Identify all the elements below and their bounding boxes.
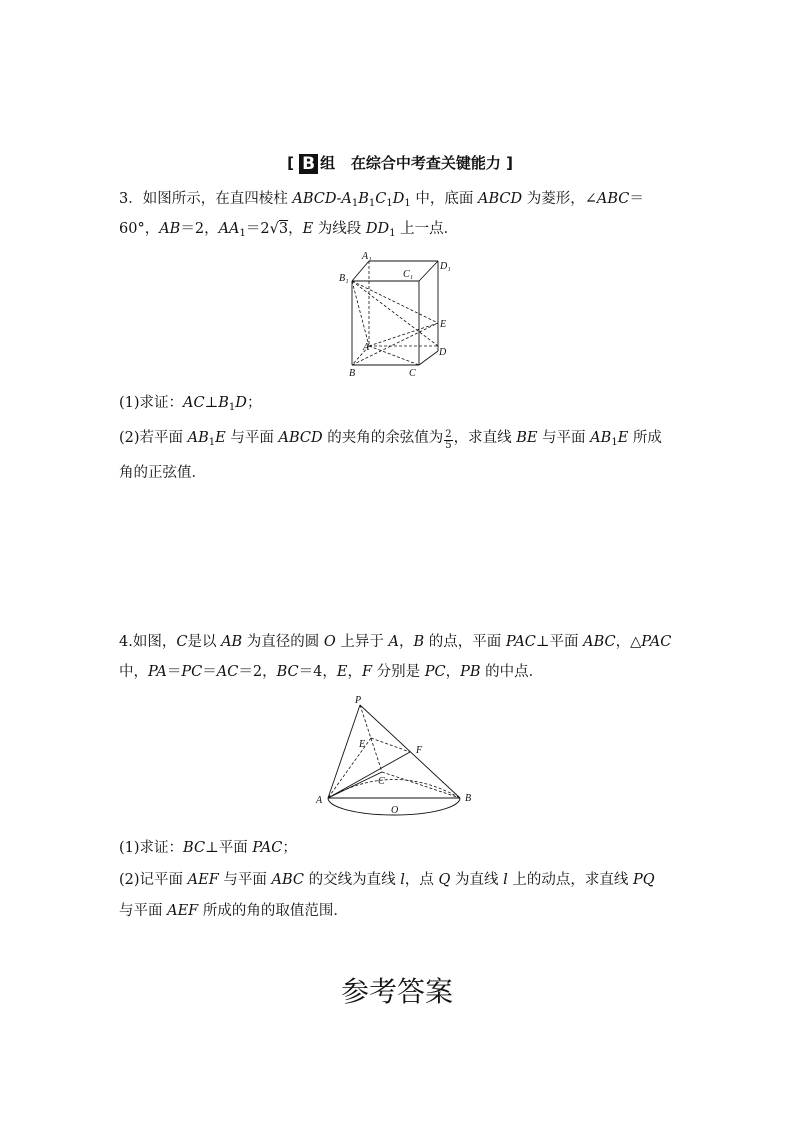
bracket-close: ] <box>506 154 513 172</box>
text-run: 与平面 <box>218 872 272 888</box>
bracket-open: [ <box>287 154 294 172</box>
math-symbol: PB <box>460 664 481 680</box>
subscript-run: 1 <box>228 402 236 413</box>
text-run: ＝4， <box>298 664 337 680</box>
math-symbol: ABCD <box>278 430 323 446</box>
text-run: 3 <box>278 221 289 237</box>
fraction-numerator: 2 <box>445 429 452 440</box>
math-symbol: BE <box>516 430 538 446</box>
q4-label-F: F <box>416 745 423 756</box>
text-run: (1)求证： <box>119 840 184 856</box>
q3-stem-line1-runs <box>143 191 644 207</box>
section-title-text: 在综合中考查关键能力 <box>350 154 501 172</box>
text-run: ，△ <box>615 634 642 650</box>
text-run: 如图所示，在直四棱柱 <box>142 191 293 207</box>
text-run: ； <box>282 840 297 856</box>
math-symbol: E <box>617 430 629 446</box>
math-symbol: D <box>392 191 405 207</box>
text-run: 为菱形，∠ <box>522 191 597 207</box>
math-symbol: AC <box>183 395 205 411</box>
text-run: (1)求证： <box>119 395 184 411</box>
text-run: 与平面 <box>225 430 279 446</box>
math-symbol: AEF <box>167 903 199 919</box>
text-run: ＝ <box>629 191 644 207</box>
q4-label-C: C <box>378 776 385 787</box>
answers-heading: 参考答案 <box>340 975 453 1008</box>
text-run: 所成 <box>628 430 662 446</box>
q4-part1 <box>119 838 679 858</box>
q3-part2-line1 <box>119 428 679 451</box>
q3-part2-line2 <box>119 463 679 483</box>
text-run: - <box>336 191 342 207</box>
q3-label-A: A <box>363 342 370 353</box>
math-symbol: AB <box>221 634 243 650</box>
text-run: 为直线 <box>450 872 504 888</box>
q3-prism-figure <box>335 253 455 378</box>
q4-label-E: E <box>359 739 366 750</box>
math-symbol: PAC <box>505 634 536 650</box>
q3-number: 3． <box>119 191 143 207</box>
subscript-run: 1 <box>368 198 376 209</box>
math-symbol: C <box>375 191 387 207</box>
fraction-denominator: 5 <box>445 440 452 451</box>
fraction <box>444 430 452 451</box>
text-run: ， <box>445 664 461 680</box>
q3-label-C: C <box>409 368 416 379</box>
text-run: 的夹角的余弦值为 <box>322 430 444 446</box>
math-symbol: PC <box>181 664 203 680</box>
math-symbol: PAC <box>252 840 283 856</box>
text-run: ； <box>246 395 262 411</box>
math-symbol: ABCD <box>292 191 337 207</box>
math-symbol: AB <box>187 430 209 446</box>
math-symbol: E <box>336 664 348 680</box>
q4-label-A: A <box>316 795 323 806</box>
text-run: ＝2， <box>238 664 277 680</box>
text-run: 的中点． <box>480 664 544 680</box>
subscript-run: 1 <box>351 198 359 209</box>
text-run: 上异于 <box>335 634 389 650</box>
q3-label-E: E <box>440 319 447 330</box>
q3-label-D: D <box>439 347 447 358</box>
q3-label-B: B <box>349 368 356 379</box>
text-run: ， <box>399 634 414 650</box>
text-run: ， <box>288 221 303 237</box>
text-run: 60°， <box>119 221 160 237</box>
group-letter-badge: B <box>299 154 318 174</box>
math-symbol: AA <box>218 221 240 237</box>
math-symbol: E <box>302 221 314 237</box>
math-symbol: l <box>503 872 508 888</box>
text-run: ＝2√ <box>245 221 279 237</box>
math-symbol: C <box>176 634 188 650</box>
text-run: ，求直线 <box>453 430 517 446</box>
math-symbol: PQ <box>632 872 655 888</box>
text-run: 上一点． <box>395 221 459 237</box>
text-run: ， <box>347 664 362 680</box>
subscript-run: 1 <box>386 198 393 209</box>
q4-cone-figure <box>312 695 482 820</box>
text-run: 上的动点，求直线 <box>507 872 633 888</box>
text-run: 为线段 <box>313 221 366 237</box>
q4-part2-line1 <box>119 870 679 890</box>
math-symbol: D <box>235 395 247 411</box>
text-run: 中，底面 <box>410 191 478 207</box>
text-run: 的点，平面 <box>424 634 506 650</box>
math-symbol: BC <box>183 840 206 856</box>
text-run: 为直径的圆 <box>242 634 324 650</box>
text-run: 中， <box>119 664 148 680</box>
text-run: ⊥ <box>204 395 219 411</box>
text-run: 4.如图， <box>119 634 177 650</box>
q3-part1 <box>119 393 679 413</box>
text-run: ，点 <box>404 872 439 888</box>
text-run: 所成的角的取值范围． <box>198 903 348 919</box>
math-symbol: F <box>361 664 372 680</box>
text-run: 与平面 <box>119 903 168 919</box>
q3-stem-line1 <box>119 189 679 209</box>
text-run: (2)记平面 <box>119 872 188 888</box>
math-symbol: AEF <box>187 872 219 888</box>
text-run: ＝ <box>166 664 182 680</box>
q3-label-B1: B₁ <box>339 273 349 284</box>
group-word: 组 <box>320 154 336 172</box>
math-symbol: O <box>323 634 336 650</box>
q4-stem-line1 <box>119 632 679 652</box>
text-run: ＝2， <box>180 221 219 237</box>
math-symbol: PAC <box>641 634 672 650</box>
text-run: 与平面 <box>537 430 591 446</box>
subscript-run: 1 <box>404 198 411 209</box>
q3-label-C1: C₁ <box>403 269 414 280</box>
math-symbol: AB <box>590 430 612 446</box>
text-run: 分别是 <box>372 664 425 680</box>
math-symbol: A <box>388 634 400 650</box>
math-symbol: DD <box>365 221 390 237</box>
q3-stem-line2 <box>119 219 679 239</box>
math-symbol: Q <box>438 872 451 888</box>
text-run: 是以 <box>187 634 222 650</box>
math-symbol: ABC <box>271 872 304 888</box>
math-symbol: PA <box>148 664 167 680</box>
math-symbol: AB <box>159 221 181 237</box>
subscript-run: 1 <box>239 228 246 239</box>
math-symbol: B <box>413 634 425 650</box>
q4-label-B: B <box>465 793 472 804</box>
math-symbol: AC <box>216 664 239 680</box>
q4-label-O: O <box>391 805 399 816</box>
text-run: (2)若平面 <box>119 430 188 446</box>
section-title <box>270 152 530 174</box>
text-run: ⊥平面 <box>535 634 584 650</box>
math-symbol: B <box>358 191 369 207</box>
math-symbol: B <box>218 395 229 411</box>
q4-part2-line2 <box>119 901 679 921</box>
text-run: ⊥平面 <box>205 840 253 856</box>
q4-label-P: P <box>355 695 362 706</box>
q3-label-A1: A₁ <box>362 251 372 262</box>
math-symbol: ABCD <box>477 191 523 207</box>
subscript-run: 1 <box>208 437 216 448</box>
text-run: 角的正弦值． <box>119 465 206 481</box>
math-symbol: ABC <box>596 191 630 207</box>
q3-label-D1: D₁ <box>440 261 451 272</box>
math-symbol: E <box>215 430 226 446</box>
math-symbol: BC <box>276 664 299 680</box>
text-run: ＝ <box>202 664 217 680</box>
math-symbol: ABC <box>583 634 616 650</box>
math-symbol: PC <box>424 664 446 680</box>
math-symbol: A <box>341 191 352 207</box>
q4-stem-line2 <box>119 662 679 682</box>
math-symbol: l <box>400 872 405 888</box>
text-run: 的交线为直线 <box>304 872 401 888</box>
subscript-run: 1 <box>389 228 396 239</box>
subscript-run: 1 <box>611 437 618 448</box>
